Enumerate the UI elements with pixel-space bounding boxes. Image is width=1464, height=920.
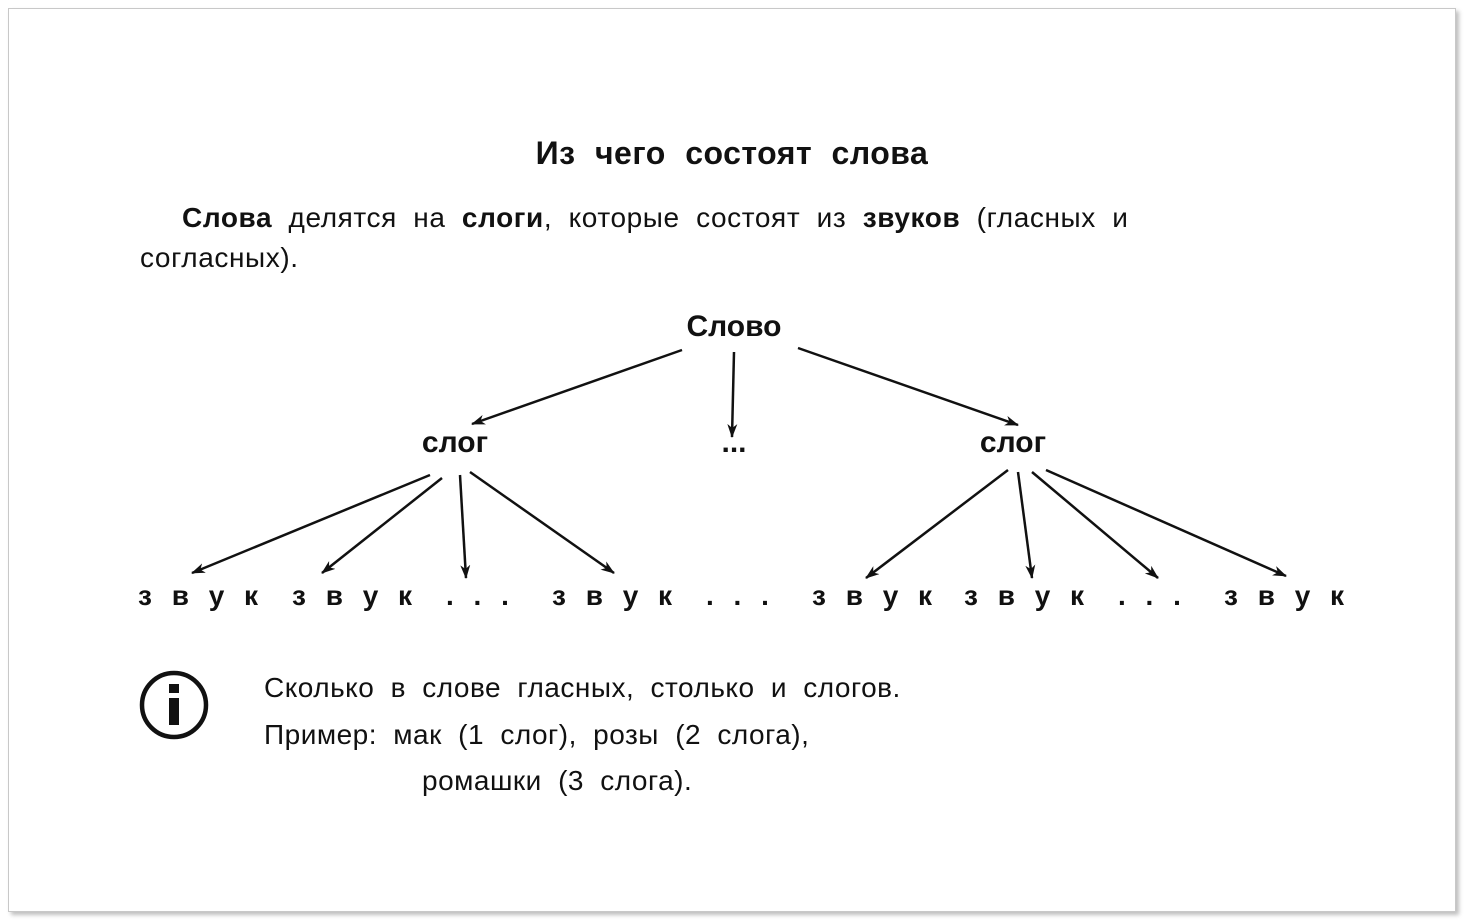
arrow-word-to-syllable-right <box>798 348 1018 425</box>
intro-text-1: делятся на <box>272 202 462 233</box>
arrow-left-to-sound-3 <box>470 472 614 573</box>
info-example-line-1: Пример: мак (1 слог), розы (2 слога), <box>264 719 810 750</box>
node-ellipsis-mid: ... <box>721 426 747 459</box>
arrow-left-to-ellipsis <box>460 475 466 578</box>
node-sound-6: з в у к <box>1224 580 1351 611</box>
term-word: Слова <box>182 202 273 233</box>
node-syllable-left: слог <box>421 426 489 459</box>
node-sound-2: з в у к <box>292 580 419 611</box>
info-rule: Сколько в слове гласных, столько и слогов. <box>264 672 901 703</box>
term-syllables: слоги <box>461 202 544 233</box>
arrow-right-to-sound-6 <box>1046 470 1286 576</box>
arrow-word-to-syllable-left <box>472 350 682 424</box>
arrow-right-to-sound-4 <box>866 470 1008 578</box>
node-ellipsis-low-1: . . . <box>446 580 515 611</box>
node-sound-5: з в у к <box>964 580 1091 611</box>
node-sound-4: з в у к <box>812 580 939 611</box>
intro-text-3: (гласных и согласных). <box>140 202 1129 273</box>
arrow-word-to-ellipsis <box>732 352 734 437</box>
node-word: Слово <box>686 310 782 343</box>
info-example-line-2: ромашки (3 слога). <box>422 765 693 796</box>
arrow-right-to-ellipsis <box>1032 472 1158 578</box>
node-sound-1: з в у к <box>138 580 265 611</box>
node-ellipsis-low-3: . . . <box>1118 580 1187 611</box>
node-ellipsis-low-2: . . . <box>706 580 775 611</box>
page-title: Из чего состоят слова <box>535 135 929 171</box>
info-icon <box>138 669 210 741</box>
arrow-left-to-sound-1 <box>192 475 430 573</box>
node-syllable-right: слог <box>979 426 1047 459</box>
arrow-left-to-sound-2 <box>322 478 442 573</box>
arrow-right-to-sound-5 <box>1018 472 1032 578</box>
term-sounds: звуков <box>862 202 961 233</box>
node-sound-3: з в у к <box>552 580 679 611</box>
intro-text-2: , которые состоят из <box>543 202 863 233</box>
